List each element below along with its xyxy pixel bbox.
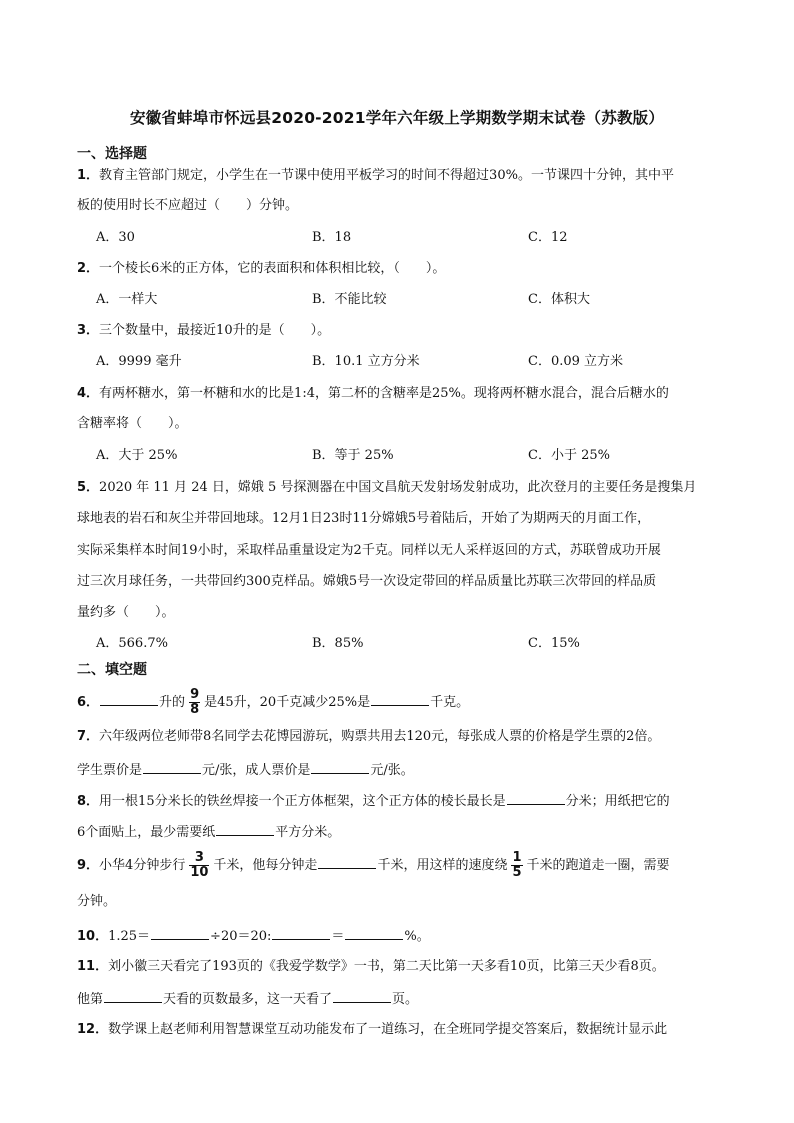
question-text: 教育主管部门规定，小学生在一节课中使用平板学习的时间不得超过30%。一节课四十分钟，其中平 [99, 168, 674, 183]
question-number: 6． [77, 695, 100, 710]
question-text: 6个面贴上，最少需要纸 [77, 825, 216, 840]
question-text: 有两杯糖水，第一杯糖和水的比是1:4，第二杯的含糖率是25%。现将两杯糖水混合，混合后糖水的 [99, 386, 669, 401]
answer-blank[interactable] [272, 925, 330, 940]
option-a: A．9999 毫升 [96, 354, 182, 369]
question-2 [77, 259, 445, 279]
option-a: A．一样大 [96, 292, 158, 307]
question-text: 实际采集样本时间19小时，采取样品重量设定为2千克。同样以无人采样返回的方式，苏联曾成功开展 [77, 543, 661, 558]
answer-blank[interactable] [371, 691, 429, 706]
question-text: 含糖率将（ ）。 [77, 416, 188, 431]
question-text: 分米；用纸把它的 [565, 794, 670, 809]
fraction-1-5 [511, 851, 522, 880]
fraction-denominator: 10 [190, 865, 209, 880]
question-11 [77, 957, 665, 977]
question-number: 2． [77, 261, 100, 276]
question-4-cont [77, 414, 188, 434]
question-number: 4． [77, 386, 100, 401]
question-11-cont [77, 988, 418, 1010]
question-text: 数学课上赵老师利用智慧课堂互动功能发布了一道练习，在全班同学提交答案后，数据统计显示此 [108, 1022, 668, 1037]
option-b: B．不能比较 [312, 292, 387, 307]
answer-blank[interactable] [318, 854, 376, 869]
fraction-3-10 [189, 851, 209, 880]
answer-blank[interactable] [143, 759, 201, 774]
question-3 [77, 321, 330, 341]
option-a: A．30 [96, 230, 135, 245]
question-text: 千米的跑道走一圈，需要 [526, 858, 670, 873]
option-b: B．等于 25% [312, 448, 394, 463]
option-b: B．85% [312, 636, 364, 651]
question-10 [77, 925, 430, 947]
question-text: 量约多（ ）。 [77, 605, 175, 620]
question-text: 千米，用这样的速度绕 [377, 858, 508, 873]
option-c: C．体积大 [528, 292, 590, 307]
question-text: ＝ [331, 929, 345, 944]
question-1-cont [77, 196, 298, 216]
fraction-numerator: 1 [512, 850, 522, 865]
question-number: 11． [77, 959, 109, 974]
question-text: %。 [404, 929, 430, 944]
answer-blank[interactable] [345, 925, 403, 940]
answer-blank[interactable] [311, 759, 369, 774]
question-4 [77, 384, 669, 404]
question-5-cont [77, 572, 656, 592]
question-number: 8． [77, 794, 100, 809]
question-text: 小华4分钟步行 [99, 858, 186, 873]
question-text: 升的 [159, 695, 186, 710]
option-b: B．10.1 立方分米 [312, 354, 420, 369]
question-number: 1． [77, 168, 100, 183]
answer-blank[interactable] [333, 988, 391, 1003]
question-number: 5． [77, 480, 100, 495]
fraction-numerator: 9 [190, 687, 200, 702]
answer-blank[interactable] [104, 988, 162, 1003]
question-5 [77, 478, 696, 498]
answer-blank[interactable] [216, 821, 274, 836]
question-number: 3． [77, 323, 100, 338]
question-text: 球地表的岩石和灰尘并带回地球。12月1日23时11分嫦娥5号着陆后，开始了为期两天的月面工作， [77, 511, 651, 526]
question-text: ÷20＝20: [210, 929, 272, 944]
section-heading-choice: 一、选择题 [77, 146, 147, 162]
question-text: 页。 [392, 992, 419, 1007]
question-text: 千克。 [430, 695, 470, 710]
question-text: 平方分米。 [275, 825, 341, 840]
option-a: A．大于 25% [96, 448, 178, 463]
page-title: 安徽省蚌埠市怀远县2020-2021学年六年级上学期数学期末试卷（苏教版） [129, 109, 665, 127]
question-8 [77, 790, 670, 812]
question-5-cont [77, 541, 661, 561]
question-text: 元/张，成人票价是 [202, 763, 311, 778]
answer-blank[interactable] [151, 925, 209, 940]
question-9-cont [77, 892, 116, 912]
option-c: C．12 [528, 230, 568, 245]
section-heading-fill: 二、填空题 [77, 662, 147, 678]
question-text: 三个数量中，最接近10升的是（ ）。 [99, 323, 331, 338]
question-7 [77, 727, 660, 747]
question-text: 用一根15分米长的铁丝焊接一个正方体框架，这个正方体的棱长最长是 [99, 794, 506, 809]
question-number: 12． [77, 1022, 109, 1037]
fraction-denominator: 5 [512, 865, 522, 880]
question-9 [77, 851, 670, 880]
question-number: 9． [77, 858, 100, 873]
option-a: A．566.7% [96, 636, 168, 651]
question-5-cont [77, 603, 175, 623]
question-1 [77, 166, 674, 186]
question-12 [77, 1020, 667, 1040]
question-8-cont [77, 821, 340, 843]
question-text: 元/张。 [370, 763, 414, 778]
fraction-numerator: 3 [189, 851, 209, 866]
fraction-denominator: 8 [190, 702, 200, 717]
question-text: 六年级两位老师带8名同学去花博园游玩，购票共用去120元，每张成人票的价格是学生票的2倍。 [99, 729, 661, 744]
question-text: 学生票价是 [77, 763, 143, 778]
question-text: 2020 年 11 月 24 日，嫦娥 5 号探测器在中国文昌航天发射场发射成功，此次登月的主要任务是搜集月 [99, 480, 697, 495]
question-number: 7． [77, 729, 100, 744]
answer-blank[interactable] [507, 790, 565, 805]
question-text: 是45升，20千克减少25%是 [204, 695, 371, 710]
question-text: 一个棱长6米的正方体，它的表面积和体积相比较，（ ）。 [99, 261, 446, 276]
question-text: 千米，他每分钟走 [213, 858, 318, 873]
question-text: 分钟。 [77, 894, 117, 909]
option-c: C．小于 25% [528, 448, 610, 463]
question-text: 他第 [77, 992, 104, 1007]
question-5-cont [77, 509, 650, 529]
question-text: 板的使用时长不应超过（ ）分钟。 [77, 198, 299, 213]
question-text: 天看的页数最多，这一天看了 [163, 992, 333, 1007]
question-7-cont [77, 759, 414, 781]
answer-blank[interactable] [100, 691, 158, 706]
question-number: 10． [77, 929, 109, 944]
question-text: 刘小徽三天看完了193页的《我爱学数学》一书，第二天比第一天多看10页，比第三天少看8页。 [108, 959, 665, 974]
fraction-9-8 [189, 688, 200, 717]
option-c: C．0.09 立方米 [528, 354, 624, 369]
question-6 [77, 688, 469, 717]
option-b: B．18 [312, 230, 352, 245]
question-text: 1.25＝ [108, 929, 151, 944]
question-text: 过三次月球任务，一共带回约300克样品。嫦娥5号一次设定带回的样品质量比苏联三次带回的样品质 [77, 574, 657, 589]
option-c: C．15% [528, 636, 580, 651]
